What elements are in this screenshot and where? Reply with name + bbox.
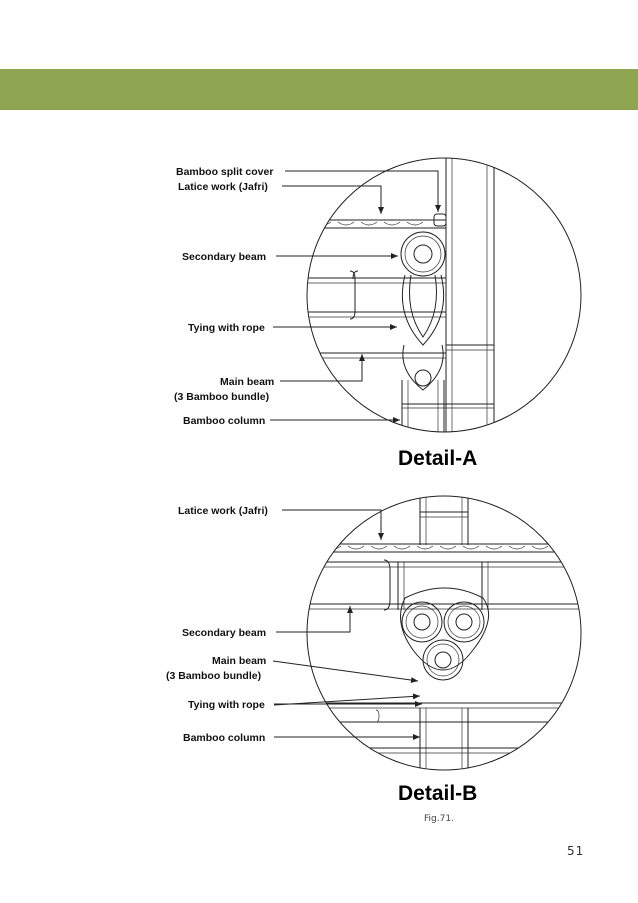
label-bamboo-column-a: Bamboo column bbox=[183, 415, 266, 427]
detail-b-title: Detail-B bbox=[398, 782, 478, 805]
label-latice-work-b: Latice work (Jafri) bbox=[178, 505, 268, 517]
detail-a-drawing bbox=[300, 150, 494, 440]
label-bamboo-split-cover: Bamboo split cover bbox=[176, 166, 274, 178]
label-secondary-beam-a: Secondary beam bbox=[182, 251, 267, 263]
label-tying-with-rope-b: Tying with rope bbox=[188, 699, 265, 711]
figure-caption: Fig.71. bbox=[424, 814, 454, 824]
detail-b bbox=[166, 490, 590, 805]
label-latice-work-a: Latice work (Jafri) bbox=[178, 181, 268, 193]
label-main-beam-b: Main beam bbox=[212, 655, 267, 667]
label-main-beam-a: Main beam bbox=[220, 376, 275, 388]
label-main-beam-sub-b: (3 Bamboo bundle) bbox=[166, 670, 262, 682]
label-bamboo-column-b: Bamboo column bbox=[183, 732, 266, 744]
page-number: 51 bbox=[567, 844, 585, 858]
label-secondary-beam-b: Secondary beam bbox=[182, 627, 267, 639]
detail-a bbox=[174, 150, 581, 470]
detail-a-title: Detail-A bbox=[398, 447, 478, 470]
label-tying-with-rope-a: Tying with rope bbox=[188, 322, 265, 334]
label-main-beam-sub-a: (3 Bamboo bundle) bbox=[174, 391, 270, 403]
detail-b-circle bbox=[307, 496, 581, 770]
